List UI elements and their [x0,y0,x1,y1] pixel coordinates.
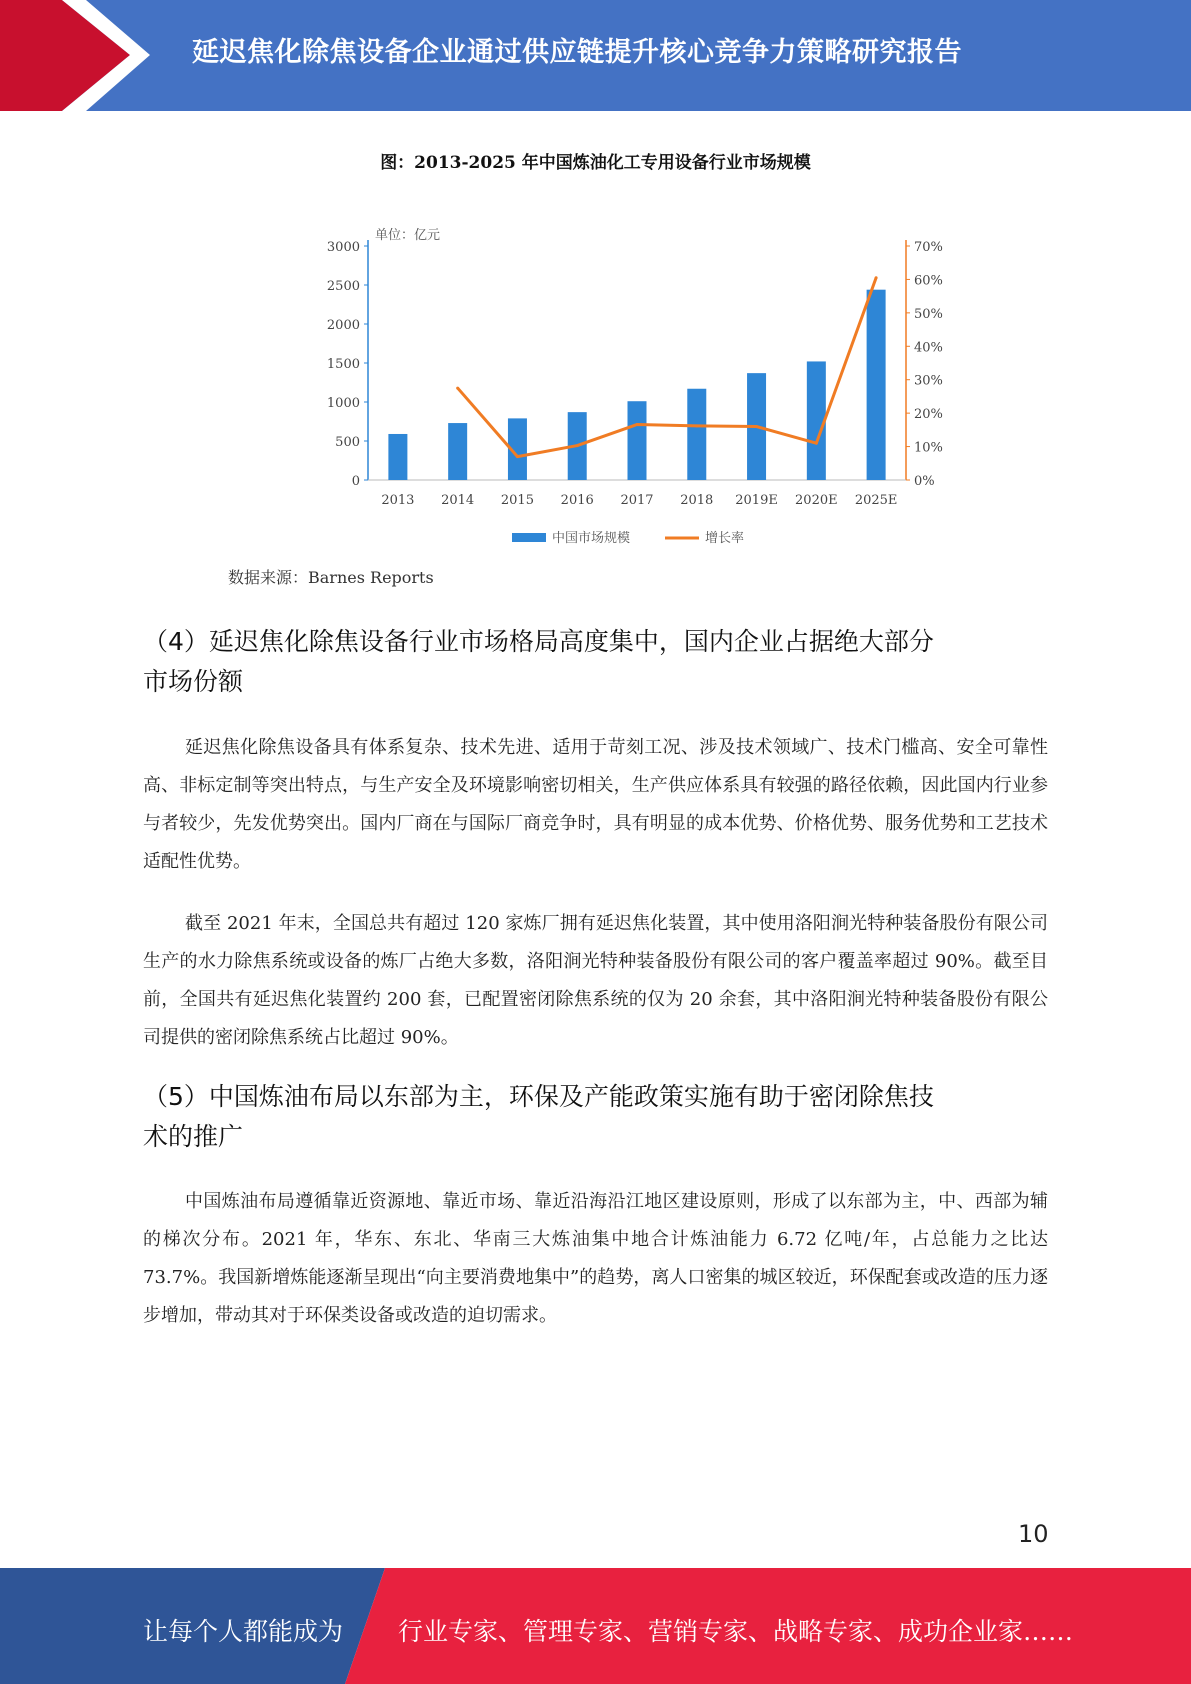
market-size-chart [300,215,943,555]
growth-rate-point-2018 [695,424,698,427]
right-y-tick-label: 50% [914,306,943,322]
x-tick-label: 2018 [680,493,714,508]
page-header [0,0,1191,111]
legend-label-growth-rate: 增长率 [705,531,745,546]
left-y-tick-label: 500 [335,435,360,450]
right-y-tick-label: 40% [914,340,943,356]
left-y-tick-label: 3000 [326,240,360,255]
growth-rate-point-2019E [755,425,758,428]
growth-rate-point-2020E [815,442,818,445]
page-number: 10 [1018,1520,1049,1548]
left-y-tick-label: 1000 [326,396,360,411]
x-tick-label: 2017 [620,493,654,508]
section-4-heading [143,622,1043,702]
bar-2013 [388,434,407,480]
bar-2018 [687,389,706,480]
bar-2025E [867,290,886,480]
left-y-tick-label: 2000 [326,318,360,333]
growth-rate-point-2016 [576,444,579,447]
footer-slogan-right: 行业专家、管理专家、营销专家、战略专家、成功企业家…… [398,1617,1074,1646]
right-y-tick-label: 70% [914,240,943,255]
data-source: 数据来源：Barnes Reports [228,568,434,587]
footer-slogan-left: 让每个人都能成为 [143,1617,344,1646]
x-tick-label: 2014 [441,493,475,508]
growth-rate-point-2015 [516,455,519,458]
bar-2014 [448,423,467,480]
bar-2017 [628,401,647,480]
section-4-paragraph-2: 截至 2021 年末，全国总共有超过 120 家炼厂拥有延迟焦化装置，其中使用洛阳涧光特种装备股份有限公司生产的水力除焦系统或设备的炼厂占绝大多数，洛阳涧光特种装备股份有限公司的客户覆盖率超过 90%。截至目前，全国共有延迟焦化装置约 200 套，已配置密闭除焦系统的仅为 20 余套，其中洛阳涧光特种装备股份有限公司提供的密闭除焦系统占比超过 90%。 [143,913,1048,1048]
x-tick-label: 2019E [735,493,778,508]
header-arrow-decoration [0,0,160,111]
section-4-heading-line1: （4）延迟焦化除焦设备行业市场格局高度集中，国内企业占据绝大部分 [143,627,934,656]
x-tick-label: 2016 [560,493,594,508]
chart-title: 图：2013-2025 年中国炼油化工专用设备行业市场规模 [380,153,811,173]
right-y-tick-label: 60% [914,273,943,289]
chart-unit-label: 单位：亿元 [375,228,441,243]
section-4-paragraph-1: 延迟焦化除焦设备具有体系复杂、技术先进、适用于苛刻工况、涉及技术领域广、技术门槛高、安全可靠性高、非标定制等突出特点，与生产安全及环境影响密切相关，生产供应体系具有较强的路径依赖，因此国内行业参与者较少，先发优势突出。国内厂商在与国际厂商竞争时，具有明显的成本优势、价格优势、服务优势和工艺技术适配性优势。 [143,737,1048,872]
section-5-heading [143,1077,1043,1157]
left-y-tick-label: 0 [351,474,360,489]
growth-rate-point-2025E [875,276,878,279]
legend-swatch-market-size [512,533,546,542]
right-y-tick-label: 10% [914,440,943,456]
right-y-tick-label: 30% [914,373,943,389]
section-5-heading-line1: （5）中国炼油布局以东部为主，环保及产能政策实施有助于密闭除焦技 [143,1082,934,1111]
growth-rate-point-2017 [636,423,639,426]
x-tick-label: 2020E [795,493,838,508]
left-y-tick-label: 1500 [326,357,360,372]
section-4-heading-line2: 市场份额 [143,667,244,696]
section-5-paragraph-1: 中国炼油布局遵循靠近资源地、靠近市场、靠近沿海沿江地区建设原则，形成了以东部为主，中、西部为辅的梯次分布。2021 年，华东、东北、华南三大炼油集中地合计炼油能力 6.72 亿吨/年，占总能力之比达 73.7%。我国新增炼能逐渐呈现出“向主要消费地集中”的趋势，离人口密集的城区较近，环保配套或改造的压力逐步增加，带动其对于环保类设备或改造的迫切需求。 [143,1191,1048,1326]
x-tick-label: 2025E [854,493,898,508]
right-y-tick-label: 20% [914,407,943,423]
right-y-tick-label: 0% [914,474,935,489]
left-y-tick-label: 2500 [326,279,360,294]
x-tick-label: 2015 [500,493,534,508]
section-5-heading-line2: 术的推广 [143,1122,244,1151]
legend-label-market-size: 中国市场规模 [552,531,631,546]
x-tick-label: 2013 [381,493,415,508]
growth-rate-point-2014 [456,387,459,390]
report-title: 延迟焦化除焦设备企业通过供应链提升核心竞争力策略研究报告 [192,37,962,68]
